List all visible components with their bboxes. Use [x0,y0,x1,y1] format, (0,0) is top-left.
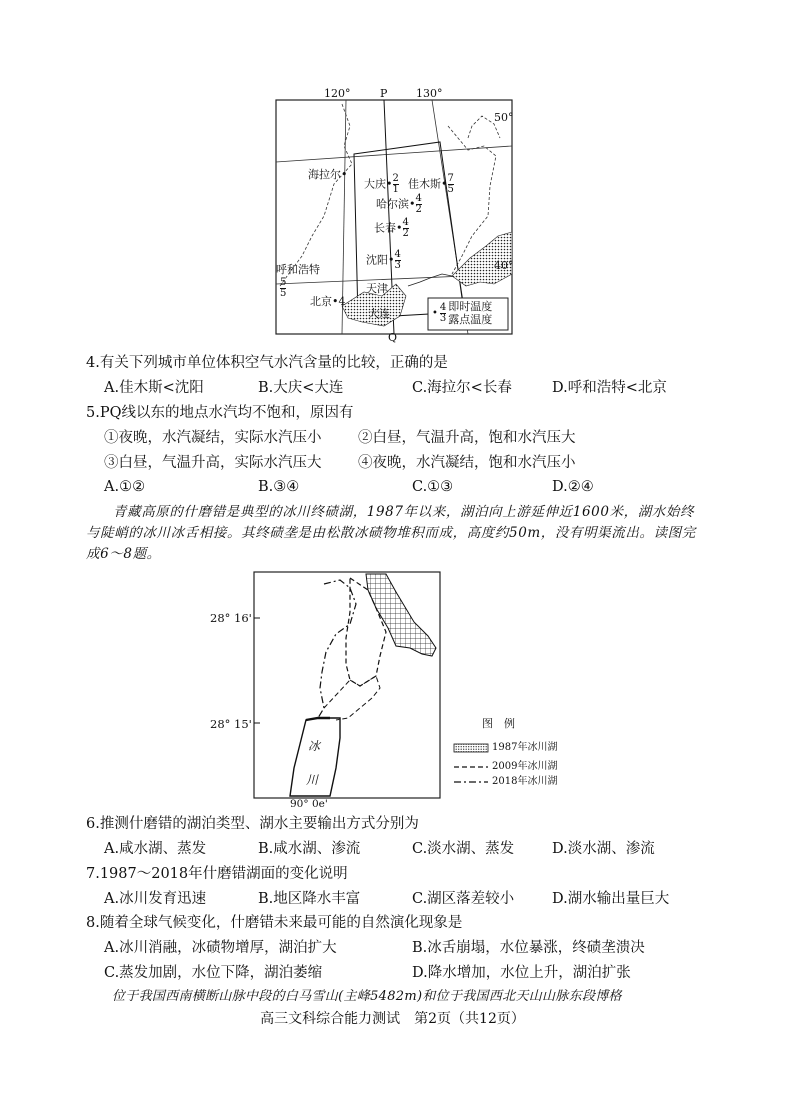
legend-2018: 2018年冰川湖 [492,776,558,787]
lat-label-16: 28° 16' [210,611,252,625]
q5-stem: 5.PQ线以东的地点水汽均不饱和，原因有 [86,405,354,421]
page-footer: 高三文科综合能力测试 第2页（共12页） [260,1011,525,1027]
q6-option-c: C.淡水湖、蒸发 [412,841,515,857]
map2-svg [200,568,600,810]
q5-option-c: C.①③ [412,479,454,495]
city-beijing: 北京•4 [310,295,346,308]
q7-stem: 7.1987～2018年什磨错湖面的变化说明 [86,866,348,882]
city-hailaer: 海拉尔• [308,168,348,181]
q8-option-a: A.冰川消融，冰碛物增厚，湖泊扩大 [104,940,337,956]
city-dalian: 大连 [368,307,390,320]
q7-option-c: C.湖区落差较小 [412,891,515,907]
map2 [200,568,600,810]
city-shenyang: 沈阳• $\frac{4}{3}$ [366,249,401,271]
q4-stem: 4.有关下列城市单位体积空气水汽含量的比较，正确的是 [86,355,448,371]
lat-label-40: 40° [494,259,514,272]
q6-option-b: B.咸水湖、渗流 [258,841,361,857]
legend-top-label: 即时温度 [448,300,493,313]
q8-option-c: C.蒸发加剧，水位下降，湖泊萎缩 [104,965,323,981]
q5-option-b: B.③④ [258,479,300,495]
legend-bottom-label: 露点温度 [448,313,493,326]
lon-label-120: 120° [324,87,351,100]
map2-legend-title: 图 例 [482,717,515,730]
city-tianjin: 天津 [366,282,388,295]
q4-option-b: B.大庆<大连 [258,380,344,396]
q8-option-d: D.降水增加，水位上升，湖泊扩张 [412,965,631,981]
q8-option-b: B.冰舌崩塌，水位暴涨，终碛垄溃决 [412,940,645,956]
passage: 青藏高原的什磨错是典型的冰川终碛湖，1987年以来，湖泊向上游延伸近1600米，湖水始终与陡峭的冰川冰舌相接。其终碛垄是由松散冰碛物堆积而成，高度约50m，没有明渠流出。读图完成6～8题。 [86,504,696,562]
city-haerbin: 哈尔滨• $\frac{4}{2}$ [376,193,422,215]
legend-2009: 2009年冰川湖 [492,761,558,772]
glacier-label-1: 冰 [308,739,321,753]
map2-frame [254,572,440,798]
q5-item-1: ①夜晚，水汽凝结，实际水汽压小 [104,430,322,446]
q7-option-d: D.湖水输出量巨大 [552,891,670,907]
lat-label-15: 28° 15' [210,717,252,731]
lon-label-p: P [380,87,388,100]
q5-item-3: ③白昼，气温升高，实际水汽压大 [104,455,322,471]
q6-stem: 6.推测什磨错的湖泊类型、湖水主要输出方式分别为 [86,816,419,832]
city-changchun: 长春• $\frac{4}{2}$ [374,217,409,239]
tail-passage: 位于我国西南横断山脉中段的白马雪山(主峰5482m)和位于我国西北天山山脉东段博格 [112,989,622,1004]
q4-option-a: A.佳木斯<沈阳 [104,380,204,396]
q-label: Q [388,331,398,344]
map1-legend: • $\frac{4}{3}$ 即时温度 露点温度 [432,300,493,326]
legend-top-value: 4 [439,301,447,313]
map1 [272,86,514,344]
city-jiamusi: 佳木斯• $\frac{7}{5}$ [408,173,454,195]
q5-item-2: ②白昼，气温升高，饱和水汽压大 [358,430,576,446]
legend-bottom-value: 3 [439,312,447,324]
legend-1987: 1987年冰川湖 [492,742,558,753]
q5-option-d: D.②④ [552,479,594,495]
lon-label-90: 90° 0e' [290,798,328,810]
city-huhehaote: 呼和浩特 [276,263,320,276]
q7-option-b: B.地区降水丰富 [258,891,361,907]
glacier-label-2: 川 [306,773,319,787]
lon-label-130: 130° [416,87,443,100]
q6-option-d: D.淡水湖、渗流 [552,841,655,857]
q8-stem: 8.随着全球气候变化，什磨错未来最可能的自然演化现象是 [86,915,463,931]
q7-option-a: A.冰川发育迅速 [104,891,207,907]
city-huhehaote-values: $\frac{5}{5}$ [280,277,287,299]
q6-option-a: A.咸水湖、蒸发 [104,841,207,857]
q5-option-a: A.①② [104,479,146,495]
city-daqing: 大庆• $\frac{2}{1}$ [364,173,399,195]
q4-option-d: D.呼和浩特<北京 [552,380,667,396]
lat-label-50: 50° [494,111,514,124]
q4-option-c: C.海拉尔<长春 [412,380,512,396]
q5-item-4: ④夜晚，水汽凝结，饱和水汽压小 [358,455,576,471]
